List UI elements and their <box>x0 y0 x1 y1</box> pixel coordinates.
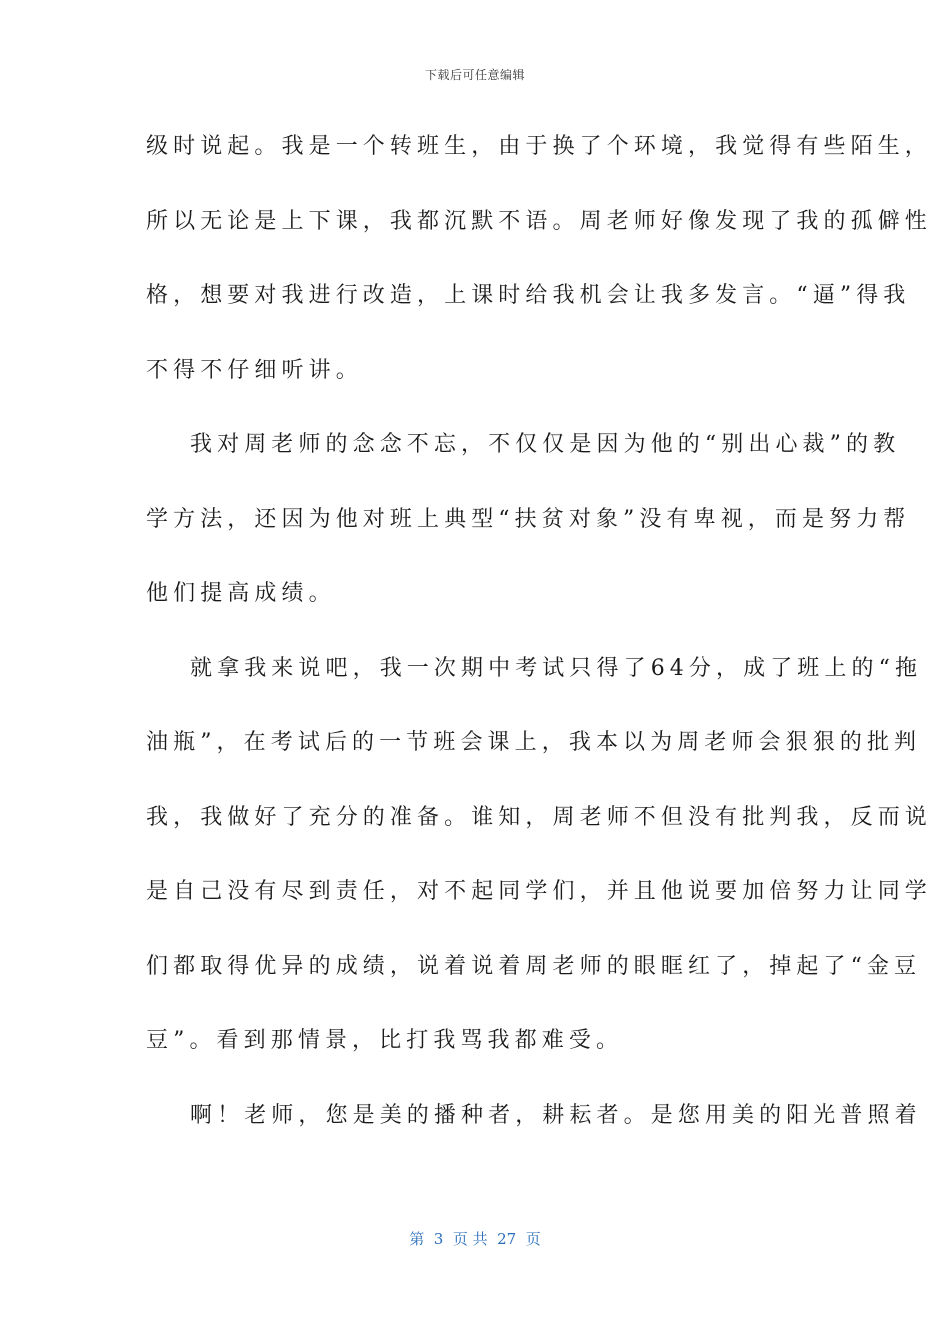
page-header: 下载后可任意编辑 <box>424 68 525 82</box>
page-number-text: 第 3 页 共 27 页 <box>409 1230 541 1248</box>
text-line: 格，想要对我进行改造，上课时给我机会让我多发言。“逼”得我 <box>146 283 911 308</box>
text-line: 油瓶”，在考试后的一节班会课上，我本以为周老师会狠狠的批判 <box>146 730 922 755</box>
paragraph-start-line: 就拿我来说吧，我一次期中考试只得了64分，成了班上的“拖 <box>190 655 923 681</box>
document-body <box>146 124 932 1167</box>
text-line: 所以无论是上下课，我都沉默不语。周老师好像发现了我的孤僻性 <box>146 208 932 234</box>
text-line: 他们提高成绩。 <box>146 581 336 606</box>
text-line: 学方法，还因为他对班上典型“扶贫对象”没有卑视，而是努力帮 <box>146 506 911 532</box>
paragraph-start-line: 啊！老师，您是美的播种者，耕耘者。是您用美的阳光普照着 <box>190 1102 922 1128</box>
text-line: 豆”。看到那情景，比打我骂我都难受。 <box>146 1028 624 1053</box>
text-line: 们都取得优异的成绩，说着说着周老师的眼眶红了，掉起了“金豆 <box>146 953 922 979</box>
paragraph-start-line: 我对周老师的念念不忘，不仅仅是因为他的“别出心裁”的教 <box>190 432 901 457</box>
text-line: 不得不仔细听讲。 <box>146 357 363 383</box>
text-line: 我，我做好了充分的准备。谁知，周老师不但没有批判我，反而说 <box>146 804 932 830</box>
text-line: 级时说起。我是一个转班生，由于换了个环境，我觉得有些陌生， <box>146 134 932 159</box>
page-number-footer <box>0 1228 950 1249</box>
text-line: 是自己没有尽到责任，对不起同学们，并且他说要加倍努力让同学 <box>146 879 932 904</box>
